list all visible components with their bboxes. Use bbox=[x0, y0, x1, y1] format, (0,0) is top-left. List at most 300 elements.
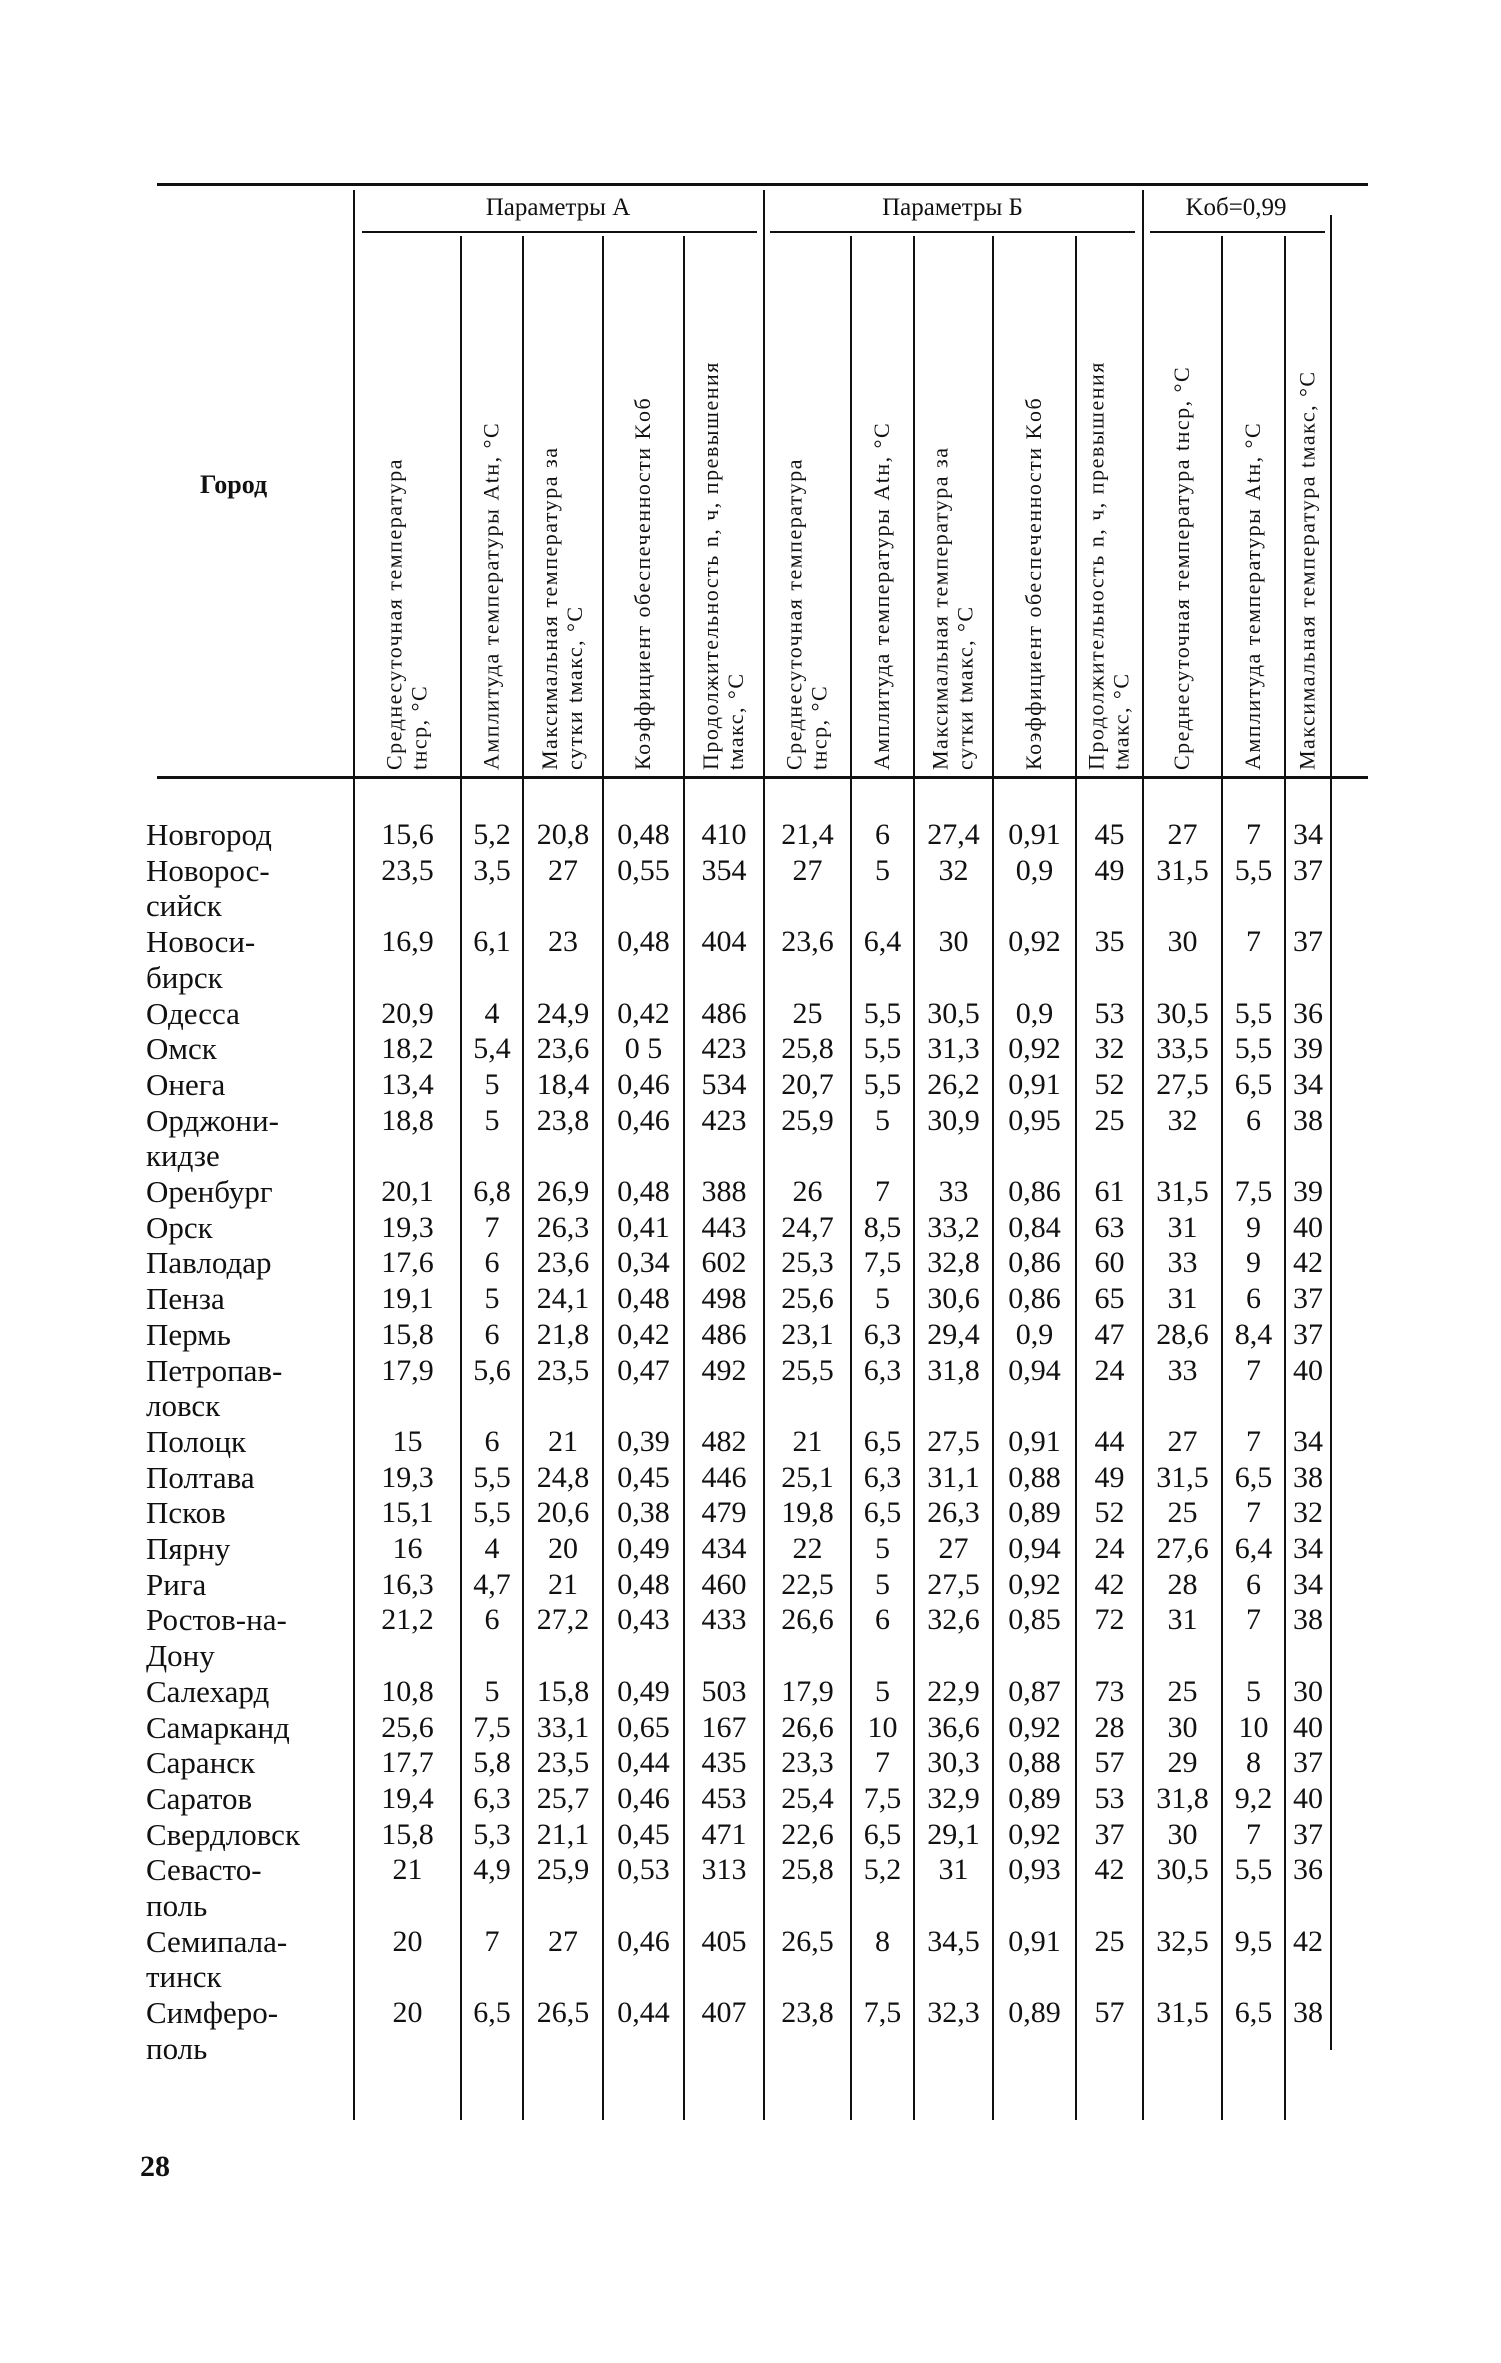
table-cell: 0,45 bbox=[617, 1460, 670, 1494]
table-cell: 8,4 bbox=[1234, 1317, 1273, 1351]
table-cell: 0 5 bbox=[624, 1032, 663, 1066]
table-cell: 8,5 bbox=[863, 1210, 902, 1244]
table-cell: 32,6 bbox=[927, 1603, 980, 1637]
table-cell: 5 bbox=[484, 1282, 500, 1316]
table-cell: 6,4 bbox=[1234, 1532, 1273, 1565]
table-cell: 32,8 bbox=[927, 1246, 980, 1280]
city-name: Пенза bbox=[146, 1281, 225, 1317]
table-cell: 20,1 bbox=[381, 1175, 434, 1208]
table-cell: 0,95 bbox=[1008, 1103, 1061, 1137]
table-cell: 313 bbox=[701, 1853, 747, 1887]
table-cell: 4 bbox=[484, 1532, 500, 1565]
table-cell: 25 bbox=[1094, 1103, 1125, 1137]
table-cell: 7,5 bbox=[473, 1710, 511, 1744]
table-cell: 30,3 bbox=[927, 1746, 980, 1780]
city-name: Петропав- ловск bbox=[146, 1352, 283, 1424]
table-cell: 24,1 bbox=[536, 1282, 590, 1316]
city-name: Новорос- сийск bbox=[146, 852, 270, 924]
column-header bbox=[767, 240, 846, 770]
table-cell: 37 bbox=[1293, 853, 1323, 887]
table-cell: 31,8 bbox=[1156, 1781, 1209, 1815]
table-cell: 40 bbox=[1293, 1710, 1323, 1744]
table-cell: 17,9 bbox=[381, 1353, 434, 1387]
city-name: Павлодар bbox=[146, 1245, 272, 1281]
table-cell: 10,8 bbox=[381, 1674, 434, 1708]
table-cell: 30 bbox=[1167, 1710, 1198, 1744]
table-cell: 534 bbox=[701, 1067, 747, 1101]
table-cell: 25 bbox=[1167, 1674, 1198, 1708]
table-cell: 6 bbox=[875, 1603, 890, 1637]
table-cell: 498 bbox=[701, 1282, 747, 1316]
table-cell: 9 bbox=[1246, 1246, 1261, 1280]
table-cell: 25,5 bbox=[781, 1353, 834, 1387]
table-cell: 31,1 bbox=[927, 1460, 980, 1494]
table-cell: 7 bbox=[1246, 1496, 1261, 1530]
table-cell: 15 bbox=[392, 1424, 423, 1458]
table-cell: 6,8 bbox=[473, 1175, 511, 1208]
table-cell: 5,2 bbox=[473, 818, 511, 851]
table-cell: 0,89 bbox=[1008, 1496, 1061, 1530]
table-cell: 35 bbox=[1094, 925, 1125, 959]
table-cell: 42 bbox=[1293, 1246, 1323, 1280]
table-cell: 27,5 bbox=[1156, 1067, 1209, 1101]
table-cell: 25,7 bbox=[536, 1781, 590, 1815]
column-divider bbox=[1330, 215, 1332, 2050]
table-cell: 5,5 bbox=[863, 1067, 902, 1101]
table-cell: 5,8 bbox=[473, 1746, 511, 1780]
table-cell: 19,3 bbox=[381, 1210, 434, 1244]
table-cell: 0,42 bbox=[617, 1317, 670, 1351]
table-cell: 26 bbox=[792, 1175, 823, 1208]
table-cell: 31 bbox=[1167, 1210, 1198, 1244]
table-cell: 21,2 bbox=[381, 1603, 434, 1637]
column-header bbox=[1079, 240, 1138, 770]
city-name: Омск bbox=[146, 1031, 217, 1067]
table-cell: 25 bbox=[1167, 1496, 1198, 1530]
table-cell: 49 bbox=[1094, 853, 1125, 887]
table-cell: 21,4 bbox=[781, 818, 834, 851]
column-header bbox=[1225, 240, 1280, 770]
table-cell: 33 bbox=[1167, 1246, 1198, 1280]
table-cell: 0,44 bbox=[617, 1746, 670, 1780]
table-cell: 27,4 bbox=[927, 818, 980, 851]
table-cell: 44 bbox=[1094, 1424, 1125, 1458]
column-header-line: Среднесуточная температура bbox=[781, 457, 807, 770]
table-cell: 38 bbox=[1293, 1603, 1323, 1637]
table-cell: 0,47 bbox=[617, 1353, 670, 1387]
table-cell: 39 bbox=[1293, 1175, 1323, 1208]
table-cell: 5,5 bbox=[473, 1460, 511, 1494]
table-cell: 433 bbox=[701, 1603, 747, 1637]
table-cell: 23,6 bbox=[536, 1246, 590, 1280]
table-cell: 0,89 bbox=[1008, 1996, 1061, 2030]
table-cell: 24,8 bbox=[536, 1460, 590, 1494]
table-cell: 0,92 bbox=[1008, 1032, 1061, 1066]
table-cell: 19,3 bbox=[381, 1460, 434, 1494]
column-header-line: tнср, °С bbox=[406, 684, 432, 770]
table-cell: 15,8 bbox=[536, 1674, 590, 1708]
table-cell: 486 bbox=[701, 1317, 747, 1351]
table-cell: 0,45 bbox=[617, 1817, 670, 1851]
table-cell: 602 bbox=[701, 1246, 747, 1280]
column-header-line: tмакс, °С bbox=[723, 672, 748, 770]
city-name: Севасто- поль bbox=[146, 1852, 262, 1923]
table-cell: 38 bbox=[1293, 1460, 1323, 1494]
table-cell: 0,9 bbox=[1015, 1317, 1054, 1351]
table-cell: 34 bbox=[1293, 1567, 1323, 1601]
table-cell: 0,93 bbox=[1008, 1853, 1061, 1887]
table-cell: 20,7 bbox=[781, 1067, 834, 1101]
city-name: Полтава bbox=[146, 1459, 255, 1495]
table-cell: 25,6 bbox=[781, 1282, 834, 1316]
table-cell: 30,9 bbox=[927, 1103, 980, 1137]
table-cell: 32 bbox=[1167, 1103, 1198, 1137]
table-cell: 0,65 bbox=[617, 1710, 670, 1744]
table-cell: 17,7 bbox=[381, 1746, 434, 1780]
table-cell: 6 bbox=[875, 818, 890, 851]
table-cell: 31,5 bbox=[1156, 1460, 1209, 1494]
table-cell: 492 bbox=[701, 1353, 747, 1387]
table-cell: 27 bbox=[1167, 1424, 1198, 1458]
table-cell: 5 bbox=[875, 1567, 890, 1601]
table-cell: 503 bbox=[701, 1674, 747, 1708]
table-cell: 5,6 bbox=[473, 1353, 511, 1387]
table-cell: 0,89 bbox=[1008, 1781, 1061, 1815]
table-cell: 5 bbox=[484, 1103, 500, 1137]
table-cell: 34 bbox=[1293, 1424, 1323, 1458]
table-cell: 42 bbox=[1094, 1567, 1125, 1601]
table-cell: 5,5 bbox=[1234, 996, 1273, 1030]
table-cell: 23,1 bbox=[781, 1317, 834, 1351]
table-cell: 26,3 bbox=[536, 1210, 590, 1244]
table-cell: 36 bbox=[1293, 996, 1323, 1030]
column-header-line: tнср, °С bbox=[806, 684, 832, 770]
table-cell: 0,48 bbox=[617, 1175, 670, 1208]
table-cell: 0,94 bbox=[1008, 1353, 1061, 1387]
table-cell: 20,8 bbox=[536, 818, 590, 851]
city-name: Ростов-на- Дону bbox=[146, 1602, 287, 1674]
table-cell: 0,91 bbox=[1008, 1067, 1061, 1101]
city-name: Саратов bbox=[146, 1780, 253, 1816]
table-cell: 0,48 bbox=[617, 818, 670, 851]
table-cell: 5,5 bbox=[1234, 853, 1273, 887]
city-name: Самарканд bbox=[146, 1709, 290, 1745]
table-cell: 37 bbox=[1293, 925, 1323, 959]
table-cell: 27 bbox=[792, 853, 823, 887]
table-cell: 40 bbox=[1293, 1353, 1323, 1387]
table-cell: 0,46 bbox=[617, 1924, 670, 1958]
table-cell: 26,6 bbox=[781, 1603, 834, 1637]
table-cell: 23,5 bbox=[381, 853, 434, 887]
table-cell: 0,85 bbox=[1008, 1603, 1061, 1637]
table-cell: 37 bbox=[1293, 1317, 1323, 1351]
table-cell: 0,88 bbox=[1008, 1460, 1061, 1494]
table-cell: 36,6 bbox=[927, 1710, 980, 1744]
table-cell: 45 bbox=[1094, 818, 1125, 851]
table-cell: 7 bbox=[875, 1746, 890, 1780]
table-cell: 16,3 bbox=[381, 1567, 434, 1601]
table-cell: 6,3 bbox=[863, 1353, 902, 1387]
table-cell: 27 bbox=[938, 1532, 969, 1565]
city-name: Псков bbox=[146, 1495, 226, 1531]
table-cell: 20,9 bbox=[381, 996, 434, 1030]
table-cell: 28,6 bbox=[1156, 1317, 1209, 1351]
table-cell: 27 bbox=[548, 1924, 578, 1958]
table-top-rule bbox=[157, 183, 1368, 186]
table-cell: 4,7 bbox=[473, 1567, 511, 1601]
table-cell: 25,8 bbox=[781, 1032, 834, 1066]
table-cell: 19,8 bbox=[781, 1496, 834, 1530]
table-cell: 6,3 bbox=[863, 1460, 902, 1494]
table-cell: 6 bbox=[1246, 1567, 1261, 1601]
table-cell: 5 bbox=[1246, 1674, 1261, 1708]
table-cell: 30 bbox=[938, 925, 969, 959]
table-cell: 34 bbox=[1293, 1067, 1323, 1101]
table-cell: 27 bbox=[1167, 818, 1198, 851]
table-cell: 31 bbox=[1167, 1282, 1198, 1316]
table-cell: 25 bbox=[792, 996, 823, 1030]
table-cell: 410 bbox=[701, 818, 747, 851]
table-cell: 53 bbox=[1094, 996, 1125, 1030]
table-cell: 27,5 bbox=[927, 1424, 980, 1458]
table-cell: 26,2 bbox=[927, 1067, 980, 1101]
table-cell: 32,5 bbox=[1156, 1924, 1209, 1958]
table-cell: 31,5 bbox=[1156, 1175, 1209, 1208]
table-cell: 7 bbox=[1246, 1817, 1261, 1851]
table-cell: 15,8 bbox=[381, 1317, 434, 1351]
table-cell: 405 bbox=[701, 1924, 747, 1958]
table-cell: 32 bbox=[1293, 1496, 1323, 1530]
table-cell: 6,5 bbox=[1234, 1996, 1273, 2030]
table-cell: 5,5 bbox=[473, 1496, 511, 1530]
table-cell: 0,55 bbox=[617, 853, 670, 887]
table-cell: 37 bbox=[1293, 1746, 1323, 1780]
table-cell: 42 bbox=[1094, 1853, 1125, 1887]
table-cell: 435 bbox=[701, 1746, 747, 1780]
table-cell: 9,2 bbox=[1234, 1781, 1273, 1815]
city-name: Пярну bbox=[146, 1531, 231, 1566]
table-cell: 21 bbox=[392, 1853, 423, 1887]
table-cell: 32,9 bbox=[927, 1781, 980, 1815]
table-cell: 23,6 bbox=[781, 925, 834, 959]
table-cell: 5 bbox=[875, 1103, 890, 1137]
table-cell: 7 bbox=[484, 1210, 500, 1244]
column-header-line: Амплитуда температуры Atн, °С bbox=[1240, 421, 1265, 770]
column-header bbox=[1288, 240, 1326, 770]
table-cell: 482 bbox=[701, 1424, 747, 1458]
group-a-underline bbox=[362, 231, 757, 233]
table-cell: 26,3 bbox=[927, 1496, 980, 1530]
city-name: Симферо- поль bbox=[146, 1995, 279, 2066]
table-cell: 7 bbox=[1246, 1603, 1261, 1637]
table-cell: 20 bbox=[548, 1532, 578, 1565]
column-header-line: Среднесуточная температура bbox=[381, 457, 407, 770]
table-cell: 30 bbox=[1293, 1674, 1323, 1708]
table-cell: 27,5 bbox=[927, 1567, 980, 1601]
table-cell: 20,6 bbox=[536, 1496, 590, 1530]
table-cell: 423 bbox=[701, 1103, 747, 1137]
table-cell: 0,46 bbox=[617, 1781, 670, 1815]
city-name: Орск bbox=[146, 1209, 213, 1245]
table-cell: 30,5 bbox=[927, 996, 980, 1030]
table-cell: 57 bbox=[1094, 1996, 1125, 2030]
column-header bbox=[1146, 240, 1217, 770]
table-cell: 23,6 bbox=[536, 1032, 590, 1066]
table-cell: 31,5 bbox=[1156, 853, 1209, 887]
column-header-line: Продолжительность n, ч, превышения bbox=[698, 361, 723, 770]
table-cell: 29,1 bbox=[927, 1817, 980, 1851]
table-cell: 6,5 bbox=[863, 1496, 902, 1530]
table-cell: 0,92 bbox=[1008, 925, 1061, 959]
table-cell: 7,5 bbox=[863, 1246, 902, 1280]
table-cell: 7,5 bbox=[863, 1996, 902, 2030]
table-cell: 7 bbox=[1246, 1424, 1261, 1458]
table-cell: 33,2 bbox=[927, 1210, 980, 1244]
table-cell: 21,1 bbox=[536, 1817, 590, 1851]
table-cell: 65 bbox=[1094, 1282, 1125, 1316]
table-cell: 25 bbox=[1094, 1924, 1125, 1958]
column-header-line: сутки tмакс, °С bbox=[952, 605, 978, 770]
city-name: Полоцк bbox=[146, 1423, 247, 1459]
table-cell: 5,5 bbox=[1234, 1032, 1273, 1066]
table-cell: 30,5 bbox=[1156, 996, 1209, 1030]
table-cell: 5,4 bbox=[473, 1032, 511, 1066]
table-cell: 434 bbox=[701, 1532, 747, 1565]
table-cell: 25,9 bbox=[781, 1103, 834, 1137]
table-cell: 6,5 bbox=[473, 1996, 511, 2030]
table-cell: 0,88 bbox=[1008, 1746, 1061, 1780]
table-cell: 16,9 bbox=[381, 925, 434, 959]
table-cell: 30 bbox=[1167, 1817, 1198, 1851]
table-cell: 0,49 bbox=[617, 1532, 670, 1565]
table-cell: 5,2 bbox=[863, 1853, 902, 1887]
table-cell: 0,86 bbox=[1008, 1246, 1061, 1280]
table-cell: 0,43 bbox=[617, 1603, 670, 1637]
table-cell: 6 bbox=[484, 1603, 500, 1637]
group-b-underline bbox=[770, 231, 1135, 233]
table-cell: 26,9 bbox=[536, 1175, 590, 1208]
table-cell: 460 bbox=[701, 1567, 747, 1601]
table-cell: 42 bbox=[1293, 1924, 1323, 1958]
table-cell: 0,92 bbox=[1008, 1817, 1061, 1851]
table-cell: 49 bbox=[1094, 1460, 1125, 1494]
table-cell: 31 bbox=[1167, 1603, 1198, 1637]
table-cell: 30,6 bbox=[927, 1282, 980, 1316]
table-cell: 10 bbox=[1238, 1710, 1269, 1744]
table-cell: 23,8 bbox=[781, 1996, 834, 2030]
table-cell: 27,2 bbox=[536, 1603, 590, 1637]
city-name: Пермь bbox=[146, 1316, 231, 1352]
table-cell: 5 bbox=[484, 1067, 500, 1101]
table-cell: 21,8 bbox=[536, 1317, 590, 1351]
table-cell: 5,5 bbox=[1234, 1853, 1273, 1887]
table-cell: 40 bbox=[1293, 1781, 1323, 1815]
table-cell: 19,1 bbox=[381, 1282, 434, 1316]
table-cell: 0,92 bbox=[1008, 1567, 1061, 1601]
table-cell: 4,9 bbox=[473, 1853, 511, 1887]
table-cell: 6,3 bbox=[863, 1317, 902, 1351]
table-cell: 28 bbox=[1094, 1710, 1125, 1744]
city-name: Орджони- кидзе bbox=[146, 1102, 279, 1174]
table-cell: 6 bbox=[484, 1246, 500, 1280]
table-cell: 0,94 bbox=[1008, 1532, 1061, 1565]
table-cell: 9 bbox=[1246, 1210, 1261, 1244]
table-cell: 24 bbox=[1094, 1532, 1125, 1565]
table-cell: 354 bbox=[701, 853, 747, 887]
table-cell: 0,9 bbox=[1015, 853, 1054, 887]
table-cell: 30,5 bbox=[1156, 1853, 1209, 1887]
column-header-line: сутки tмакс, °С bbox=[562, 605, 587, 770]
table-cell: 24,9 bbox=[536, 996, 590, 1030]
table-cell: 23,3 bbox=[781, 1746, 834, 1780]
column-header-line: tмакс, °С bbox=[1108, 672, 1134, 770]
table-cell: 7,5 bbox=[1234, 1175, 1273, 1208]
table-cell: 26,5 bbox=[536, 1996, 590, 2030]
table-cell: 38 bbox=[1293, 1996, 1323, 2030]
table-cell: 0,41 bbox=[617, 1210, 670, 1244]
table-cell: 0,42 bbox=[617, 996, 670, 1030]
table-cell: 0,86 bbox=[1008, 1282, 1061, 1316]
table-cell: 28 bbox=[1167, 1567, 1198, 1601]
table-cell: 388 bbox=[701, 1175, 747, 1208]
table-cell: 21 bbox=[548, 1424, 578, 1458]
table-cell: 5,5 bbox=[863, 1032, 902, 1066]
column-header bbox=[854, 240, 909, 770]
table-cell: 26,5 bbox=[781, 1924, 834, 1958]
table-cell: 7 bbox=[1246, 1353, 1261, 1387]
table-cell: 33 bbox=[1167, 1353, 1198, 1387]
table-cell: 21 bbox=[792, 1424, 823, 1458]
table-cell: 0,39 bbox=[617, 1424, 670, 1458]
table-cell: 7 bbox=[1246, 818, 1261, 851]
table-cell: 471 bbox=[701, 1817, 747, 1851]
table-cell: 37 bbox=[1293, 1817, 1323, 1851]
table-cell: 29,4 bbox=[927, 1317, 980, 1351]
table-cell: 0,46 bbox=[617, 1103, 670, 1137]
column-header bbox=[464, 240, 518, 770]
table-cell: 7 bbox=[484, 1924, 500, 1958]
table-cell: 72 bbox=[1094, 1603, 1125, 1637]
table-cell: 0,38 bbox=[617, 1496, 670, 1530]
table-cell: 15,1 bbox=[381, 1496, 434, 1530]
table-cell: 0,91 bbox=[1008, 1424, 1061, 1458]
table-cell: 22,5 bbox=[781, 1567, 834, 1601]
column-header bbox=[687, 240, 759, 770]
table-cell: 7 bbox=[875, 1175, 890, 1208]
table-cell: 25,6 bbox=[381, 1710, 434, 1744]
table-cell: 22,9 bbox=[927, 1674, 980, 1708]
column-header-line: Продолжительность n, ч, превышения bbox=[1083, 361, 1109, 770]
group-header-k099: Kоб=0,99 bbox=[1185, 194, 1287, 221]
table-cell: 6,5 bbox=[1234, 1067, 1273, 1101]
table-cell: 7 bbox=[1246, 925, 1261, 959]
column-header-line: Среднесуточная температура tнср, °С bbox=[1169, 365, 1194, 770]
city-name: Рига bbox=[146, 1566, 207, 1602]
table-cell: 0,87 bbox=[1008, 1674, 1061, 1708]
column-header bbox=[526, 240, 598, 770]
city-name: Новгород bbox=[146, 817, 272, 852]
table-cell: 60 bbox=[1094, 1246, 1125, 1280]
table-cell: 23,8 bbox=[536, 1103, 590, 1137]
table-cell: 20 bbox=[392, 1996, 423, 2030]
column-header-line: Амплитуда температуры Atн, °С bbox=[478, 421, 504, 770]
city-name: Новоси- бирск bbox=[146, 924, 256, 995]
table-cell: 0,91 bbox=[1008, 1924, 1061, 1958]
table-cell: 19,4 bbox=[381, 1781, 434, 1815]
table-cell: 0,46 bbox=[617, 1067, 670, 1101]
table-cell: 23 bbox=[548, 925, 578, 959]
table-cell: 423 bbox=[701, 1032, 747, 1066]
